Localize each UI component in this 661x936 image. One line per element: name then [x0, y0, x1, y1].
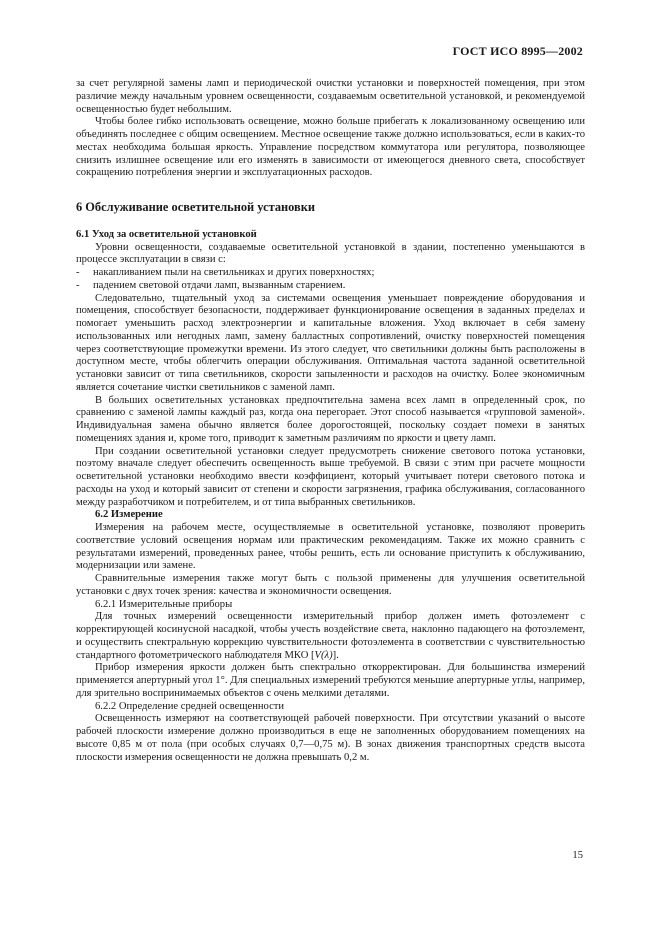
document-code-header: ГОСТ ИСО 8995—2002 — [452, 44, 583, 58]
list-item — [76, 267, 585, 280]
clause-heading: 6.2.1 Измерительные приборы — [95, 598, 233, 610]
paragraph: Уровни освещенности, создаваемые осветительной установкой в здании, постепенно уменьшаются в процессе эксплуатации в связи с: — [76, 241, 585, 266]
formula: V(λ) — [314, 649, 333, 661]
paragraph: Прибор измерения яркости должен быть спектрально откорректирован. Для большинства измерений применяется апертурный угол 1°. Для специальных измерений требуются меньшие апертурные углы, например, для зрительно воспринимаемых объектов с очень мелкими деталями. — [76, 662, 585, 699]
section-heading: 6 Обслуживание осветительной установки — [76, 200, 316, 214]
paragraph-text: Для точных измерений освещенности измерительный прибор должен иметь фотоэлемент с корректирующей косинусной насадкой, чтобы учесть воздействие света, наклонно падающего на фотоэлемент, и осуществить спектральную коррекцию чувствительности фотоэлемента в соответствии с чувствительностью стандартного фотометрического наблюдателя МКО [ — [76, 611, 585, 661]
paragraph: В больших осветительных установках предпочтительна замена всех ламп в определенный срок, по сравнению с заменой лампы каждый раз, когда она перегорает. Этот способ называется «групповой заменой». Индивидуальная замена обычно является более дорогостоящей, поскольку создает помехи в занятых помещениях здания и, кроме того, приводит к заметным различиям по яркости и цвету ламп. — [76, 394, 585, 444]
bullet-list — [76, 267, 585, 293]
paragraph-text: ]. — [332, 649, 339, 661]
subsection-heading-text: 6.2 Измерение — [95, 509, 163, 521]
list-item-text: падением световой отдачи ламп, вызванным старением. — [93, 279, 346, 291]
paragraph: Освещенность измеряют на соответствующей рабочей поверхности. При отсутствии указаний о высоте рабочей плоскости измерение должно производиться в еще не заполненных оборудованием помещениях на высоте 0,85 м от пола (при особых случаях 0,7—0,75 м). В зонах движения транспортных средств высота плоскости измерения освещенности не должна превышать 0,2 м. — [76, 713, 585, 763]
dash-marker: - — [76, 267, 80, 278]
paragraph: Следовательно, тщательный уход за системами освещения уменьшает повреждение оборудования и помещения, способствует безопасности, поддерживает функционирование освещения в заданных пределах и помогает уменьшить расход электроэнергии и капитальные вложения. Уход включает в себя замену использованных или негодных ламп, замену балластных сопротивлений, очистку поверхностей помещения через соответствующие промежутки времени. Из этого следует, что светильники должны быть расположены в доступном месте, чтобы облегчить операции обслуживания. Оптимальная частота заданной осветительной установки зависит от типа светильников, скорости запыленности и расходов на очистку. Более экономичным является сочетание чистки светильников с заменой ламп. — [76, 292, 585, 393]
list-item — [76, 280, 585, 293]
paragraph: за счет регулярной замены ламп и периодической очистки установки и поверхностей помещения, при этом различие между начальным уровнем освещенности, создаваемым осветительной установкой, и рекомендуемой освещенностью будет небольшим. — [76, 78, 585, 115]
paragraph: Чтобы более гибко использовать освещение, можно больше прибегать к локализованному освещению или объединять последнее с общим освещением. Местное освещение также должно использоваться, если в каких-то местах необходима большая яркость. Управление посредством коммутатора или регулятора, позволяющее снизить излишнее освещение или его изменять в зависимости от имеющегося дневного света, способствует сокращению потребления энергии и эксплуатационных расходов. — [76, 116, 585, 179]
subsection-heading: 6.1 Уход за осветительной установкой — [76, 228, 257, 240]
document-body — [76, 78, 585, 764]
paragraph — [76, 611, 585, 662]
paragraph: Сравнительные измерения также могут быть с пользой применены для улучшения осветительной установки с двух точек зрения: качества и экономичности освещения. — [76, 573, 585, 597]
clause-heading: 6.2.2 Определение средней освещенности — [95, 700, 285, 712]
dash-marker: - — [76, 279, 80, 291]
paragraph: Измерения на рабочем месте, осуществляемые в осветительной установке, позволяют проверить соответствие условий освещения нормам или практическим рекомендациям. Также их можно сравнить с результатами измерений, проведенных ранее, чтобы решить, есть ли основание приступить к обслуживанию, модернизации или замене. — [76, 522, 585, 572]
paragraph: При создании осветительной установки следует предусмотреть снижение светового потока установки, поэтому вначале следует обеспечить освещенность выше требуемой. В связи с этим при расчете мощности осветительной установки необходимо ввести коэффициент, который учитывает потери светового потока и расходы на уход и который зависит от степени и скорости загрязнения, графика обслуживания, согласованного между разработчиком и потребителем, и от типа выбранных светильников. — [76, 445, 585, 508]
page-number: 15 — [572, 850, 583, 861]
list-item-text: накапливанием пыли на светильниках и других поверхностях; — [93, 267, 375, 278]
subsection-heading — [76, 509, 585, 522]
